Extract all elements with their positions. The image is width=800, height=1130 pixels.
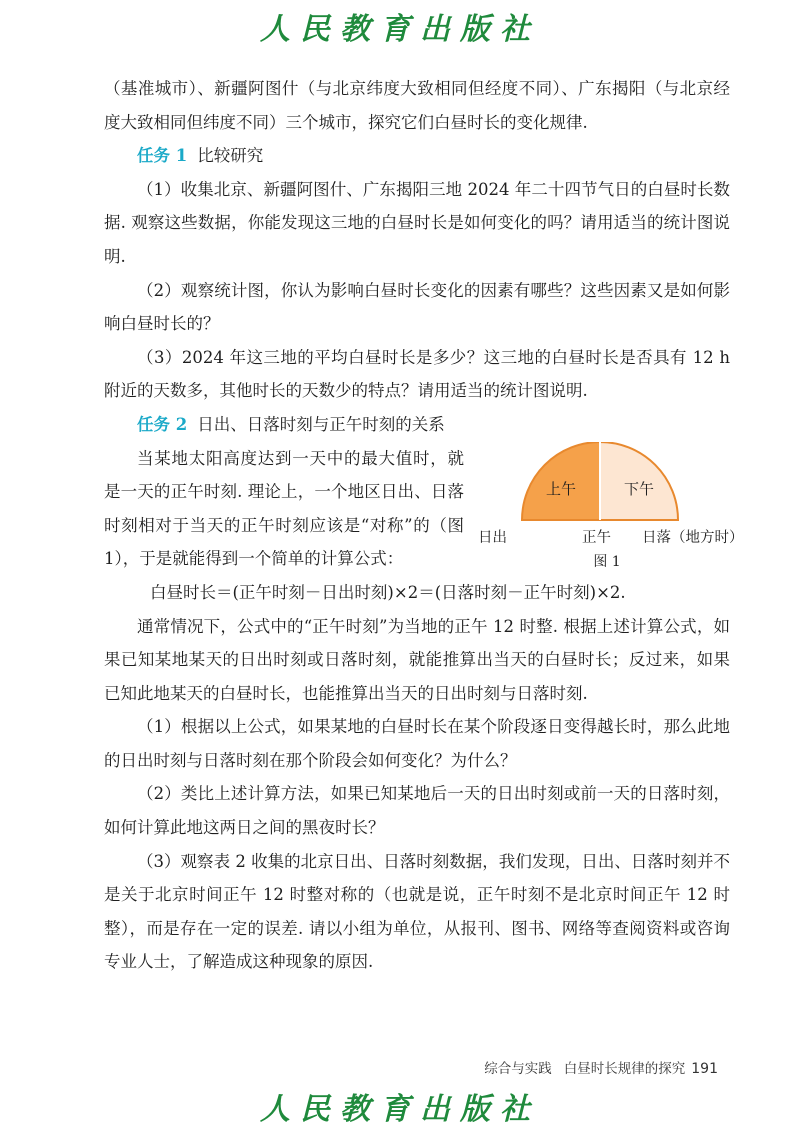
sunrise-label: 日出 [478, 529, 507, 546]
task-2-question-2: （2）类比上述计算方法，如果已知某地后一天的日出时刻或前一天的日落时刻，如何计算此地这两日之间的黑夜时长？ [104, 784, 730, 838]
task-2-intro: 当某地太阳高度达到一天中的最大值时，就是一天的正午时刻. 理论上，一个地区日出、日落时刻相对于当天的正午时刻应该是“对称”的（图 1），于是就能得到一个简单的计算公式： [104, 448, 464, 569]
task-1-question-1: （1）收集北京、新疆阿图什、广东揭阳三地 2024 年二十四节气日的白昼时长数据. 观察这些数据，你能发现这三地的白昼时长是如何变化的吗？请用适当的统计图说明. [104, 179, 730, 266]
afternoon-label: 下午 [623, 479, 655, 498]
noon-label: 正午 [582, 529, 611, 546]
semicircle-diagram [482, 442, 732, 522]
task-2-question-1: （1）根据以上公式，如果某地的白昼时长在某个阶段逐日变得越长时，那么此地的日出时刻与日落时刻在那个阶段会如何变化？为什么？ [104, 717, 730, 770]
task-2-intro-block [104, 442, 744, 576]
morning-label: 上午 [545, 479, 577, 498]
paragraph-intro: （基准城市）、新疆阿图什（与北京纬度大致相同但经度不同）、广东揭阳（与北京经度大致相同但纬度不同）三个城市，探究它们白昼时长的变化规律. [104, 79, 730, 132]
task-2-question-3: （3）观察表 2 收集的北京日出、日落时刻数据，我们发现，日出、日落时刻并不是关于北京时间正午 12 时整对称的（也就是说，正午时刻不是北京时间正午 12 时整），而是存在一定的误差. 请以小组为单位，从报刊、图书、网络等查阅资料或咨询专业人士，了解造成这种现象的原因. [104, 851, 730, 972]
page-footer [484, 1057, 718, 1077]
task-1-title: 比较研究 [197, 146, 264, 166]
sunset-label: 日落（地方时） [642, 529, 744, 546]
task-2-title: 日出、日落时刻与正午时刻的关系 [197, 414, 445, 434]
figure-axis-labels [478, 522, 744, 546]
daylight-formula: 白昼时长＝(正午时刻－日出时刻)×2＝(日落时刻－正午时刻)×2. [150, 582, 626, 602]
task-1-question-2: （2）观察统计图，你认为影响白昼时长变化的因素有哪些？这些因素又是如何影响白昼时长的？ [104, 280, 730, 334]
page-content [104, 72, 744, 979]
task-2-heading [104, 408, 730, 442]
footer-section: 综合与实践 [484, 1061, 552, 1077]
task-1-heading [104, 139, 730, 173]
footer-title: 白昼时长规律的探究 [563, 1061, 686, 1077]
figure-caption: 图 1 [593, 553, 621, 570]
task-2-paragraph-2: 通常情况下，公式中的“正午时刻”为当地的正午 12 时整. 根据上述计算公式，如果已知某地某天的日出时刻或日落时刻，就能推算出当天的白昼时长；反过来，如果已知此地某天的白昼时长，也能推算出当天的日出时刻与日落时刻. [104, 616, 730, 703]
page-number: 191 [691, 1061, 718, 1077]
publisher-watermark-top: 人民教育出版社 [260, 12, 540, 47]
task-1-question-3: （3）2024 年这三地的平均白昼时长是多少？这三地的白昼时长是否具有 12 h 附近的天数多，其他时长的天数少的特点？请用适当的统计图说明. [104, 347, 730, 401]
task-1-number: 任务 1 [137, 146, 188, 166]
publisher-watermark-bottom: 人民教育出版社 [260, 1092, 540, 1127]
task-2-number: 任务 2 [137, 414, 188, 434]
figure-1 [478, 442, 744, 572]
